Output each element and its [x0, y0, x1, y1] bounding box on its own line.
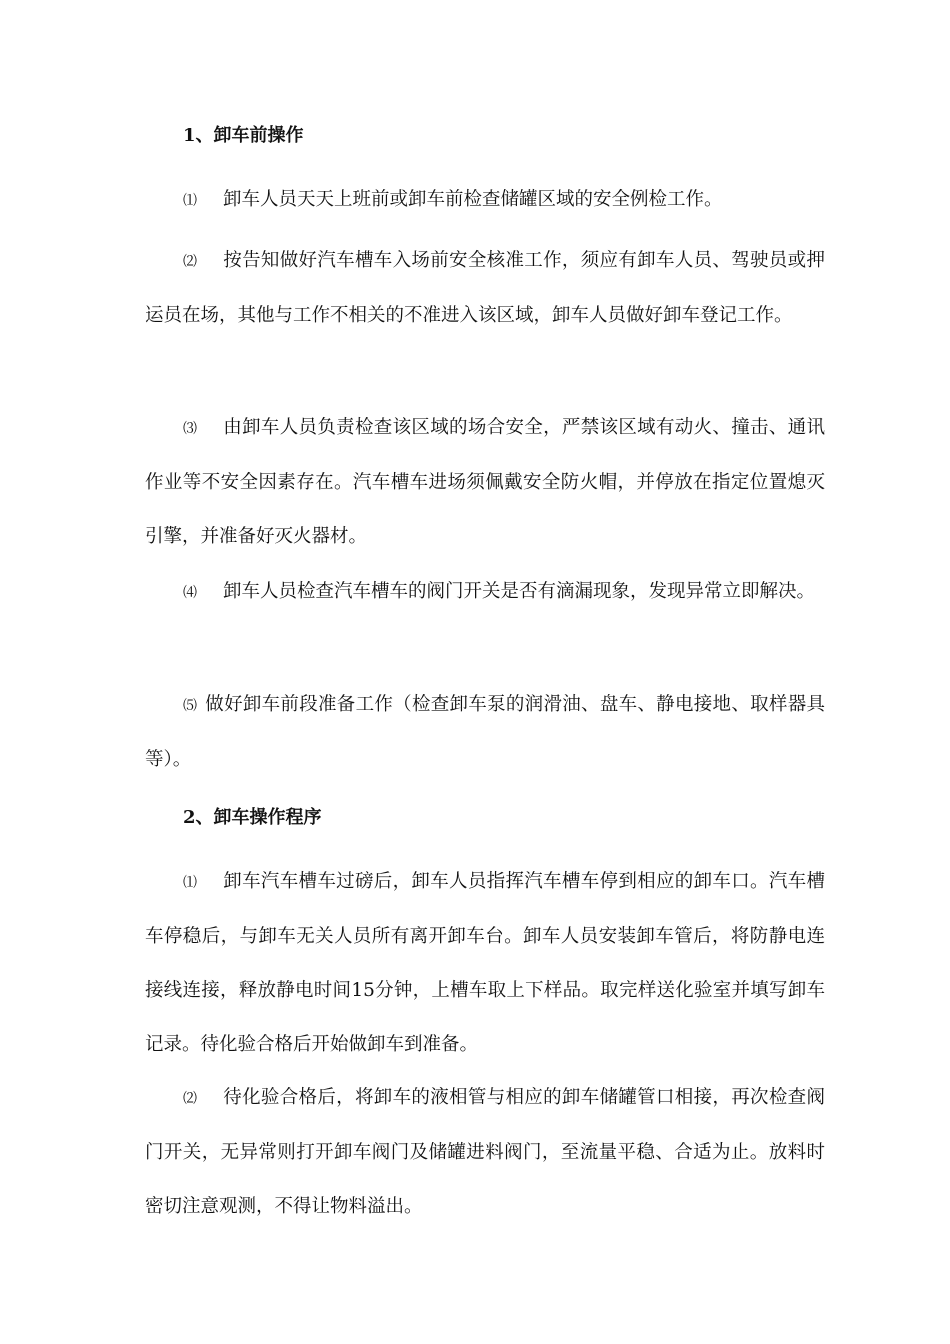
item-text: 卸车人员检查汽车槽车的阀门开关是否有滴漏现象，发现异常立即解决。	[223, 581, 816, 602]
item-text: 卸车汽车槽车过磅后，卸车人员指挥汽车槽车停到相应的卸车口。汽车槽车停稳后，与卸车无关人员所有离开卸车台。卸车人员安装卸车管后，将防静电连接线连接，释放静电时间15分钟，上槽车取上下样品。取完样送化验室并填写卸车记录。待化验合格后开始做卸车到准备。	[145, 871, 825, 1055]
item-number: ⑵	[183, 254, 197, 270]
item-text: 做好卸车前段准备工作（检查卸车泵的润滑油、盘车、静电接地、取样器具等）。	[145, 694, 825, 770]
item-text: 按告知做好汽车槽车入场前安全核准工作，须应有卸车人员、驾驶员或押运员在场，其他与工作不相关的不准进入该区域，卸车人员做好卸车登记工作。	[145, 250, 825, 326]
item-number: ⑸	[183, 698, 197, 714]
section-1-item-4	[145, 565, 825, 620]
section-2-item-2	[145, 1071, 825, 1234]
item-number: ⑷	[183, 585, 197, 601]
section-1-item-1	[145, 173, 825, 228]
section-2-heading: 2、卸车操作程序	[183, 807, 322, 828]
section-1-item-5	[145, 678, 825, 787]
section-1-item-2	[145, 234, 825, 343]
section-2-item-1	[145, 855, 825, 1072]
item-number: ⑴	[183, 875, 197, 891]
item-number: ⑶	[183, 421, 197, 437]
item-number: ⑴	[183, 193, 197, 209]
section-1-item-3	[145, 401, 825, 564]
item-number: ⑵	[183, 1091, 197, 1107]
item-text: 卸车人员天天上班前或卸车前检查储罐区域的安全例检工作。	[223, 189, 723, 210]
item-text: 待化验合格后，将卸车的液相管与相应的卸车储罐管口相接，再次检查阀门开关，无异常则打开卸车阀门及储罐进料阀门，至流量平稳、合适为止。放料时密切注意观测，不得让物料溢出。	[145, 1087, 825, 1217]
section-1-heading: 1、卸车前操作	[183, 125, 304, 146]
item-text: 由卸车人员负责检查该区域的场合安全，严禁该区域有动火、撞击、通讯作业等不安全因素存在。汽车槽车进场须佩戴安全防火帽，并停放在指定位置熄灭引擎，并准备好灭火器材。	[145, 417, 825, 547]
